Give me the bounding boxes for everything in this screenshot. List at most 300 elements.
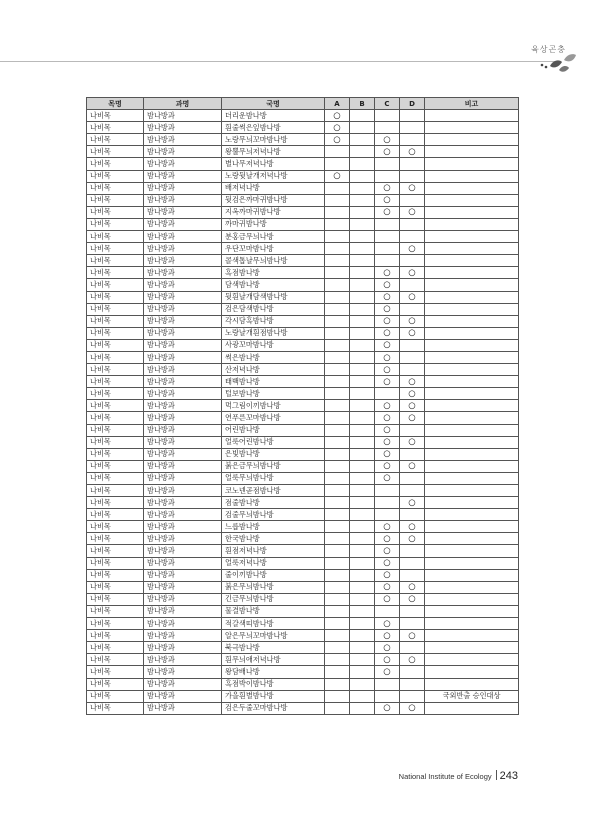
- mark-a-cell: [325, 497, 350, 509]
- mark-b-cell: [350, 678, 375, 690]
- mark-d-cell: [400, 134, 425, 146]
- table-row: [87, 509, 519, 521]
- species-cell: 붉은금무늬밤나방: [222, 460, 325, 472]
- family-cell: 밤나방과: [144, 243, 222, 255]
- mark-c-cell: ○: [375, 194, 400, 206]
- mark-c-cell: ○: [375, 339, 400, 351]
- order-cell: 나비목: [87, 581, 144, 593]
- note-cell: [425, 243, 519, 255]
- order-cell: 나비목: [87, 485, 144, 497]
- note-cell: [425, 291, 519, 303]
- col-family-header: 과명: [144, 98, 222, 110]
- order-cell: 나비목: [87, 303, 144, 315]
- species-cell: 산저녁나방: [222, 364, 325, 376]
- mark-a-cell: [325, 485, 350, 497]
- mark-c-cell: ○: [375, 291, 400, 303]
- mark-a-cell: [325, 267, 350, 279]
- table-row: [87, 448, 519, 460]
- note-cell: [425, 376, 519, 388]
- mark-a-cell: [325, 509, 350, 521]
- mark-c-cell: [375, 122, 400, 134]
- mark-a-cell: [325, 521, 350, 533]
- table-row: [87, 206, 519, 218]
- mark-c-cell: ○: [375, 315, 400, 327]
- mark-d-cell: [400, 218, 425, 230]
- note-cell: [425, 218, 519, 230]
- mark-d-cell: [400, 690, 425, 702]
- order-cell: 나비목: [87, 376, 144, 388]
- family-cell: 밤나방과: [144, 327, 222, 339]
- mark-d-cell: [400, 545, 425, 557]
- order-cell: 나비목: [87, 436, 144, 448]
- mark-b-cell: [350, 146, 375, 158]
- family-cell: 밤나방과: [144, 702, 222, 714]
- mark-a-cell: [325, 678, 350, 690]
- mark-b-cell: [350, 170, 375, 182]
- table-row: [87, 218, 519, 230]
- table-row: [87, 279, 519, 291]
- mark-b-cell: [350, 339, 375, 351]
- mark-c-cell: ○: [375, 557, 400, 569]
- mark-c-cell: ○: [375, 182, 400, 194]
- family-cell: 밤나방과: [144, 497, 222, 509]
- mark-d-cell: ○: [400, 206, 425, 218]
- note-cell: [425, 424, 519, 436]
- mark-a-cell: [325, 593, 350, 605]
- page-footer: [388, 770, 518, 782]
- table-row: [87, 485, 519, 497]
- note-cell: [425, 170, 519, 182]
- order-cell: 나비목: [87, 618, 144, 630]
- mark-b-cell: [350, 255, 375, 267]
- mark-d-cell: ○: [400, 146, 425, 158]
- table-row: [87, 593, 519, 605]
- note-cell: [425, 509, 519, 521]
- mark-c-cell: [375, 110, 400, 122]
- mark-d-cell: ○: [400, 267, 425, 279]
- species-cell: 사광꼬마밤나방: [222, 339, 325, 351]
- order-cell: 나비목: [87, 243, 144, 255]
- species-cell: 노랑날개흰점밤나방: [222, 327, 325, 339]
- mark-c-cell: ○: [375, 618, 400, 630]
- species-cell: 적갈색띠밤나방: [222, 618, 325, 630]
- table-row: [87, 351, 519, 363]
- mark-b-cell: [350, 557, 375, 569]
- note-cell: [425, 545, 519, 557]
- mark-b-cell: [350, 485, 375, 497]
- mark-b-cell: [350, 497, 375, 509]
- col-order-header: 목명: [87, 98, 144, 110]
- table-row: [87, 630, 519, 642]
- species-cell: 얼룩저녁나방: [222, 557, 325, 569]
- order-cell: 나비목: [87, 231, 144, 243]
- table-row: [87, 605, 519, 617]
- mark-b-cell: [350, 521, 375, 533]
- order-cell: 나비목: [87, 364, 144, 376]
- order-cell: 나비목: [87, 448, 144, 460]
- mark-d-cell: ○: [400, 702, 425, 714]
- family-cell: 밤나방과: [144, 267, 222, 279]
- mark-b-cell: [350, 436, 375, 448]
- family-cell: 밤나방과: [144, 339, 222, 351]
- note-cell: [425, 618, 519, 630]
- table-row: [87, 255, 519, 267]
- order-cell: 나비목: [87, 170, 144, 182]
- mark-b-cell: [350, 448, 375, 460]
- mark-b-cell: [350, 364, 375, 376]
- note-cell: [425, 412, 519, 424]
- mark-b-cell: [350, 182, 375, 194]
- note-cell: [425, 146, 519, 158]
- species-cell: 점줄밤나방: [222, 497, 325, 509]
- mark-a-cell: [325, 666, 350, 678]
- mark-b-cell: [350, 666, 375, 678]
- order-cell: 나비목: [87, 315, 144, 327]
- order-cell: 나비목: [87, 678, 144, 690]
- table-row: [87, 243, 519, 255]
- mark-a-cell: [325, 630, 350, 642]
- order-cell: 나비목: [87, 327, 144, 339]
- note-cell: [425, 642, 519, 654]
- mark-d-cell: [400, 666, 425, 678]
- mark-d-cell: [400, 158, 425, 170]
- mark-c-cell: ○: [375, 581, 400, 593]
- order-cell: 나비목: [87, 702, 144, 714]
- mark-d-cell: [400, 351, 425, 363]
- order-cell: 나비목: [87, 472, 144, 484]
- note-cell: [425, 448, 519, 460]
- table-row: [87, 569, 519, 581]
- note-cell: [425, 557, 519, 569]
- order-cell: 나비목: [87, 267, 144, 279]
- family-cell: 밤나방과: [144, 255, 222, 267]
- table-row: [87, 690, 519, 702]
- note-cell: [425, 267, 519, 279]
- order-cell: 나비목: [87, 424, 144, 436]
- note-cell: [425, 388, 519, 400]
- table-row: [87, 158, 519, 170]
- mark-b-cell: [350, 267, 375, 279]
- note-cell: [425, 472, 519, 484]
- mark-c-cell: ○: [375, 702, 400, 714]
- species-cell: 뒷흰날개담색밤나방: [222, 291, 325, 303]
- table-row: [87, 678, 519, 690]
- family-cell: 밤나방과: [144, 521, 222, 533]
- mark-c-cell: ○: [375, 545, 400, 557]
- family-cell: 밤나방과: [144, 182, 222, 194]
- species-cell: 흰무늬애저녁나방: [222, 654, 325, 666]
- note-cell: [425, 110, 519, 122]
- order-cell: 나비목: [87, 460, 144, 472]
- species-cell: 흑점박이밤나방: [222, 678, 325, 690]
- note-cell: [425, 231, 519, 243]
- mark-c-cell: ○: [375, 279, 400, 291]
- mark-a-cell: [325, 376, 350, 388]
- family-cell: 밤나방과: [144, 400, 222, 412]
- mark-a-cell: [325, 472, 350, 484]
- note-cell: [425, 654, 519, 666]
- mark-a-cell: [325, 460, 350, 472]
- table-row: [87, 388, 519, 400]
- mark-b-cell: [350, 388, 375, 400]
- mark-b-cell: [350, 291, 375, 303]
- mark-c-cell: [375, 243, 400, 255]
- mark-b-cell: [350, 545, 375, 557]
- mark-b-cell: [350, 605, 375, 617]
- order-cell: 나비목: [87, 218, 144, 230]
- order-cell: 나비목: [87, 630, 144, 642]
- table-row: [87, 521, 519, 533]
- mark-b-cell: [350, 122, 375, 134]
- table-row: [87, 134, 519, 146]
- mark-c-cell: [375, 255, 400, 267]
- order-cell: 나비목: [87, 388, 144, 400]
- family-cell: 밤나방과: [144, 485, 222, 497]
- species-cell: 코노넨곧점밤나방: [222, 485, 325, 497]
- mark-c-cell: ○: [375, 267, 400, 279]
- table-row: [87, 472, 519, 484]
- mark-a-cell: [325, 255, 350, 267]
- mark-a-cell: [325, 702, 350, 714]
- family-cell: 밤나방과: [144, 642, 222, 654]
- mark-c-cell: ○: [375, 400, 400, 412]
- table-row: [87, 581, 519, 593]
- family-cell: 밤나방과: [144, 146, 222, 158]
- note-cell: [425, 485, 519, 497]
- table-row: [87, 702, 519, 714]
- footer-divider: [496, 770, 497, 780]
- mark-a-cell: [325, 364, 350, 376]
- note-cell: [425, 339, 519, 351]
- note-cell: [425, 593, 519, 605]
- mark-d-cell: [400, 122, 425, 134]
- order-cell: 나비목: [87, 279, 144, 291]
- note-cell: [425, 400, 519, 412]
- mark-a-cell: [325, 315, 350, 327]
- mark-b-cell: [350, 424, 375, 436]
- order-cell: 나비목: [87, 146, 144, 158]
- order-cell: 나비목: [87, 497, 144, 509]
- mark-b-cell: [350, 315, 375, 327]
- family-cell: 밤나방과: [144, 364, 222, 376]
- note-cell: [425, 364, 519, 376]
- col-d-header: D: [400, 98, 425, 110]
- table-row: [87, 376, 519, 388]
- mark-a-cell: [325, 654, 350, 666]
- note-cell: [425, 315, 519, 327]
- mark-d-cell: [400, 678, 425, 690]
- table-row: [87, 412, 519, 424]
- family-cell: 밤나방과: [144, 460, 222, 472]
- family-cell: 밤나방과: [144, 231, 222, 243]
- mark-c-cell: ○: [375, 460, 400, 472]
- table-row: [87, 303, 519, 315]
- family-cell: 밤나방과: [144, 206, 222, 218]
- mark-c-cell: [375, 497, 400, 509]
- family-cell: 밤나방과: [144, 569, 222, 581]
- mark-a-cell: [325, 436, 350, 448]
- table-row: [87, 267, 519, 279]
- mark-b-cell: [350, 376, 375, 388]
- mark-c-cell: ○: [375, 472, 400, 484]
- species-cell: 먹그림이끼밤나방: [222, 400, 325, 412]
- table-row: [87, 460, 519, 472]
- species-cell: 긴금무늬밤나방: [222, 593, 325, 605]
- family-cell: 밤나방과: [144, 388, 222, 400]
- mark-c-cell: ○: [375, 521, 400, 533]
- mark-d-cell: ○: [400, 497, 425, 509]
- table-row: [87, 642, 519, 654]
- species-cell: 붉은무늬밤나방: [222, 581, 325, 593]
- family-cell: 밤나방과: [144, 581, 222, 593]
- mark-b-cell: [350, 243, 375, 255]
- mark-b-cell: [350, 593, 375, 605]
- mark-b-cell: [350, 110, 375, 122]
- family-cell: 밤나방과: [144, 678, 222, 690]
- mark-d-cell: ○: [400, 654, 425, 666]
- mark-d-cell: ○: [400, 388, 425, 400]
- mark-a-cell: [325, 690, 350, 702]
- family-cell: 밤나방과: [144, 618, 222, 630]
- mark-c-cell: ○: [375, 134, 400, 146]
- mark-a-cell: [325, 388, 350, 400]
- order-cell: 나비목: [87, 206, 144, 218]
- mark-a-cell: [325, 327, 350, 339]
- family-cell: 밤나방과: [144, 424, 222, 436]
- mark-d-cell: [400, 231, 425, 243]
- mark-c-cell: [375, 678, 400, 690]
- mark-d-cell: [400, 110, 425, 122]
- species-cell: 검줄무늬밤나방: [222, 509, 325, 521]
- table-row: [87, 170, 519, 182]
- species-cell: 털보밤나방: [222, 388, 325, 400]
- mark-a-cell: [325, 545, 350, 557]
- order-cell: 나비목: [87, 255, 144, 267]
- species-cell: 왕담배나방: [222, 666, 325, 678]
- note-cell: [425, 497, 519, 509]
- mark-c-cell: ○: [375, 448, 400, 460]
- mark-c-cell: ○: [375, 569, 400, 581]
- mark-d-cell: [400, 618, 425, 630]
- table-row: [87, 545, 519, 557]
- note-cell: [425, 605, 519, 617]
- family-cell: 밤나방과: [144, 630, 222, 642]
- mark-c-cell: ○: [375, 642, 400, 654]
- mark-d-cell: [400, 364, 425, 376]
- note-cell: [425, 569, 519, 581]
- family-cell: 밤나방과: [144, 376, 222, 388]
- mark-c-cell: ○: [375, 327, 400, 339]
- family-cell: 밤나방과: [144, 690, 222, 702]
- table-header-row: [87, 98, 519, 110]
- mark-a-cell: [325, 303, 350, 315]
- species-cell: 분홍금무늬나방: [222, 231, 325, 243]
- order-cell: 나비목: [87, 134, 144, 146]
- mark-d-cell: [400, 339, 425, 351]
- order-cell: 나비목: [87, 509, 144, 521]
- mark-d-cell: ○: [400, 593, 425, 605]
- species-cell: 흰줄썩은잎밤나방: [222, 122, 325, 134]
- col-a-header: A: [325, 98, 350, 110]
- family-cell: 밤나방과: [144, 448, 222, 460]
- order-cell: 나비목: [87, 400, 144, 412]
- mark-b-cell: [350, 630, 375, 642]
- note-cell: [425, 206, 519, 218]
- note-cell: [425, 521, 519, 533]
- mark-a-cell: [325, 605, 350, 617]
- mark-d-cell: [400, 557, 425, 569]
- note-cell: [425, 122, 519, 134]
- family-cell: 밤나방과: [144, 122, 222, 134]
- note-cell: [425, 255, 519, 267]
- family-cell: 밤나방과: [144, 545, 222, 557]
- mark-c-cell: [375, 605, 400, 617]
- mark-a-cell: [325, 182, 350, 194]
- order-cell: 나비목: [87, 605, 144, 617]
- mark-a-cell: [325, 448, 350, 460]
- order-cell: 나비목: [87, 182, 144, 194]
- mark-a-cell: [325, 339, 350, 351]
- mark-a-cell: [325, 424, 350, 436]
- family-cell: 밤나방과: [144, 605, 222, 617]
- mark-c-cell: [375, 231, 400, 243]
- mark-d-cell: [400, 424, 425, 436]
- mark-b-cell: [350, 569, 375, 581]
- mark-d-cell: ○: [400, 460, 425, 472]
- mark-c-cell: ○: [375, 630, 400, 642]
- table-row: [87, 231, 519, 243]
- mark-a-cell: ○: [325, 122, 350, 134]
- species-cell: 검은두줄꼬마밤나방: [222, 702, 325, 714]
- order-cell: 나비목: [87, 593, 144, 605]
- mark-d-cell: [400, 255, 425, 267]
- mark-b-cell: [350, 134, 375, 146]
- order-cell: 나비목: [87, 690, 144, 702]
- table-row: [87, 110, 519, 122]
- mark-a-cell: [325, 400, 350, 412]
- mark-d-cell: [400, 303, 425, 315]
- col-species-header: 국명: [222, 98, 325, 110]
- mark-d-cell: [400, 642, 425, 654]
- species-cell: 얼룩무늬밤나방: [222, 472, 325, 484]
- table-row: [87, 315, 519, 327]
- mark-b-cell: [350, 218, 375, 230]
- mark-c-cell: ○: [375, 351, 400, 363]
- order-cell: 나비목: [87, 521, 144, 533]
- species-cell: 흑점밤나방: [222, 267, 325, 279]
- mark-a-cell: [325, 533, 350, 545]
- species-cell: 지옥까마귀밤나방: [222, 206, 325, 218]
- species-cell: 콜색톱날무늬밤나방: [222, 255, 325, 267]
- mark-d-cell: [400, 170, 425, 182]
- note-cell: [425, 303, 519, 315]
- mark-c-cell: ○: [375, 654, 400, 666]
- species-cell: 알은무늬꼬마밤나방: [222, 630, 325, 642]
- note-cell: [425, 678, 519, 690]
- mark-a-cell: [325, 194, 350, 206]
- species-cell: 담색밤나방: [222, 279, 325, 291]
- mark-c-cell: [375, 218, 400, 230]
- order-cell: 나비목: [87, 666, 144, 678]
- mark-d-cell: [400, 605, 425, 617]
- note-cell: [425, 666, 519, 678]
- table-row: [87, 327, 519, 339]
- mark-d-cell: ○: [400, 182, 425, 194]
- family-cell: 밤나방과: [144, 533, 222, 545]
- species-cell: 가을흰별밤나방: [222, 690, 325, 702]
- mark-d-cell: ○: [400, 327, 425, 339]
- mark-d-cell: ○: [400, 412, 425, 424]
